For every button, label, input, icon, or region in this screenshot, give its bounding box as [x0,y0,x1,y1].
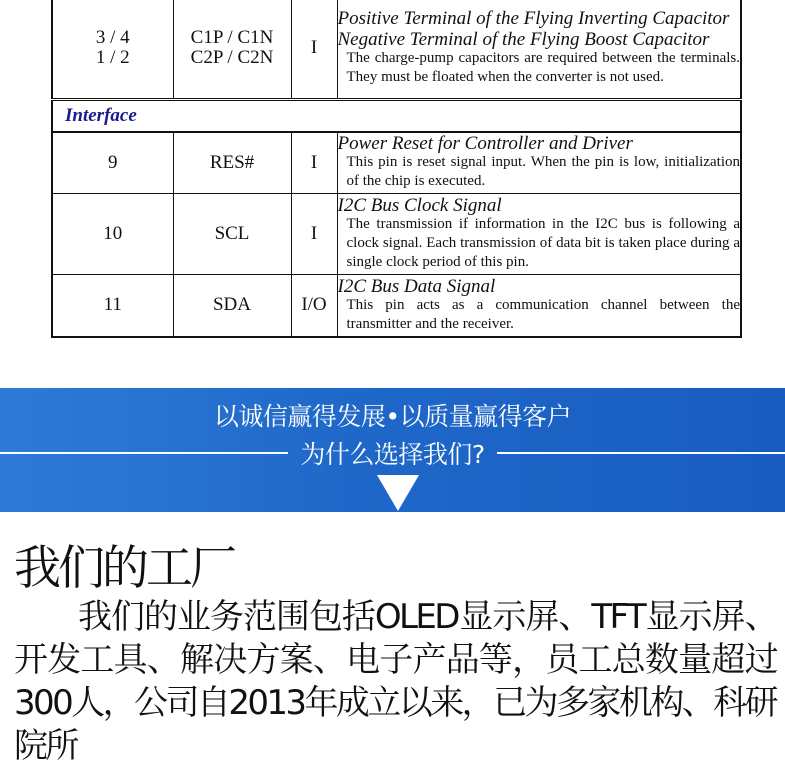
pin-io: I [310,36,318,58]
pin-description-title: Positive Terminal of the Flying Inverting Capacitor [337,7,730,29]
banner-divider-right [497,452,785,454]
table-section-row [52,99,741,132]
pin-description-title: I2C Bus Data Signal [337,275,496,297]
down-arrow-icon [377,475,419,511]
pin-name-cell [173,0,291,99]
factory-heading: 我们的工厂 [14,541,234,596]
pin-number: 10 [52,194,173,275]
pin-description-body: The transmission if information in the I2C bus is following a clock signal. Each transmission of data bit is taken place during a single clock period of this pin. [346,216,740,270]
pin-description-table [51,0,742,338]
pin-description-cell [337,194,741,275]
pin-description-body: This pin acts as a communication channel between the transmitter and the receiver. [346,296,740,332]
factory-description: 我们的业务范围包括OLED显示屏、TFT显示屏、开发工具、解决方案、电子产品等，员工总数量超过300人，公司自2013年成立以来，已为多家机构、科研院所 [14,597,776,766]
pin-number: 9 [52,132,173,194]
table-row-scl [52,194,741,275]
pin-description-title: Power Reset for Controller and Driver [337,133,633,155]
table-row-sda [52,275,741,337]
banner-heading: 为什么选择我们? [300,440,485,469]
pin-description-body: The charge-pump capacitors are required between the terminals. They must be floated when the converter is not used. [346,49,740,85]
table-row-res [52,132,741,194]
pin-name: RES# [173,132,291,194]
pin-io: I [291,132,337,194]
pin-description-title: Negative Terminal of the Flying Boost Capacitor [337,28,710,50]
pin-number: 3 / 4 1 / 2 [95,26,130,68]
why-choose-us-banner [0,388,785,512]
section-label-interface: Interface [52,99,741,132]
banner-slogan: 以诚信赢得发展•以质量赢得客户 [213,402,572,431]
pin-description-cell [337,0,741,99]
pin-name: C1P / C1N C2P / C2N [190,26,274,68]
pin-io: I/O [291,275,337,337]
pin-number: 11 [52,275,173,337]
pin-number-cell [52,0,173,99]
pin-io: I [291,194,337,275]
table-row-charge-pump [52,0,741,99]
pin-name: SDA [173,275,291,337]
pin-name: SCL [173,194,291,275]
pin-description-title: I2C Bus Clock Signal [337,195,502,216]
pin-description-cell [337,132,741,194]
pin-description-cell [337,275,741,337]
pin-description-body: This pin is reset signal input. When the pin is low, initialization of the chip is executed. [346,154,740,190]
pin-io-cell [291,0,337,99]
